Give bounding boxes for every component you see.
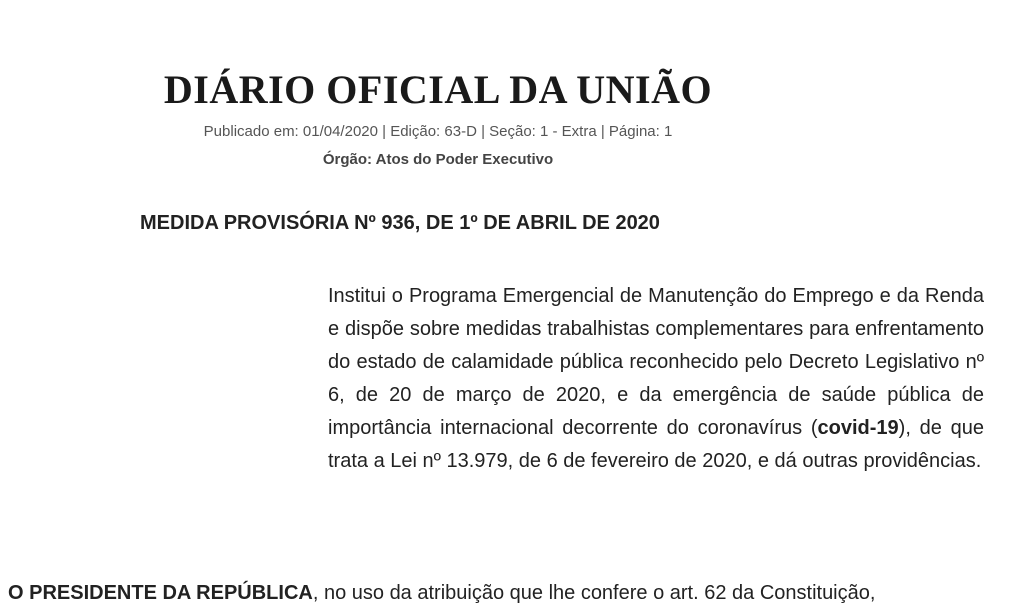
ementa-text: Institui o Programa Emergencial de Manutenção do Emprego e da Renda e dispõe sobre medidas trabalhistas complementares para enfrentamento do estado de calamidade pública reconhecido pelo Decreto Legislativo nº 6, de 20 de março de 2020, e da emergência de saúde pública de importância internacional decorrente do coronavírus ( [328, 285, 984, 439]
publication-info: Publicado em: 01/04/2020 | Edição: 63-D | Seção: 1 - Extra | Página: 1 [203, 123, 673, 140]
preamble-text: , no uso da atribuição que lhe confere o art. 62 da Constituição, [312, 582, 876, 604]
masthead-title: DIÁRIO OFICIAL DA UNIÃO [163, 67, 713, 112]
organ-label: Órgão: Atos do Poder Executivo [322, 151, 554, 168]
preamble-authority: O PRESIDENTE DA REPÚBLICA [8, 582, 313, 604]
ementa-keyword: covid-19 [817, 417, 899, 439]
act-ementa [328, 280, 984, 478]
act-title: MEDIDA PROVISÓRIA Nº 936, DE 1º DE ABRIL DE 2020 [140, 212, 660, 234]
act-preamble [8, 577, 1024, 610]
ementa-text-end: ), de que trata a Lei nº 13.979, de 6 de fevereiro de 2020, e dá outras providências. [328, 417, 984, 472]
